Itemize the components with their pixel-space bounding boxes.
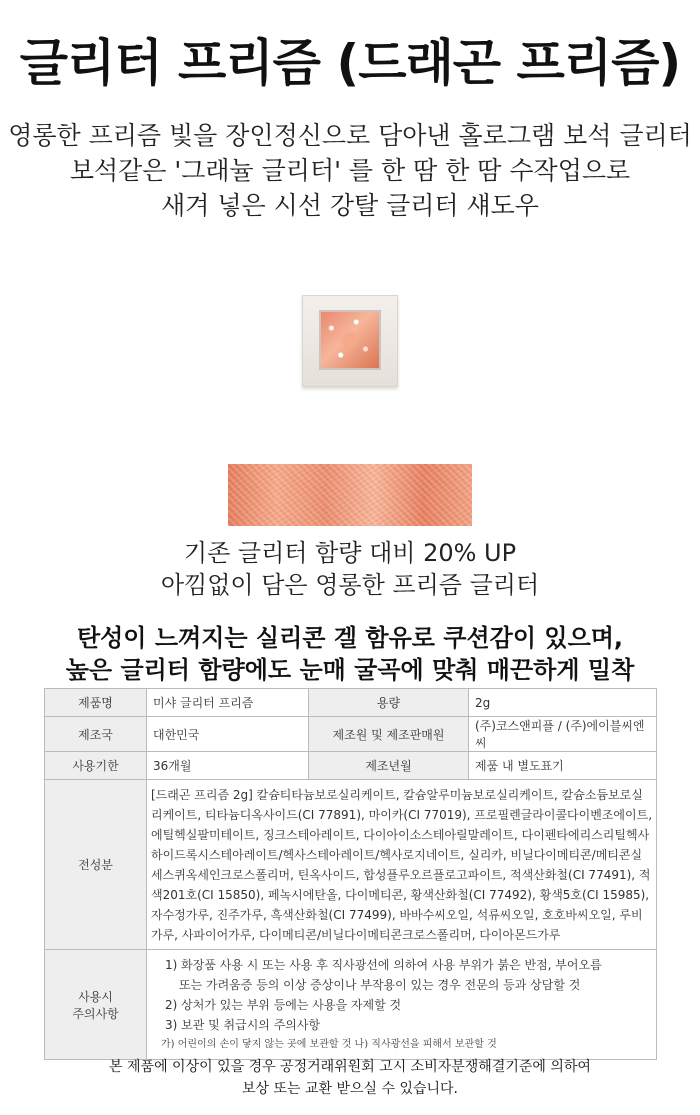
caution-item: 가) 어린이의 손이 닿지 않는 곳에 보관할 것 나) 직사광선을 피해서 보관할 것	[161, 1038, 497, 1050]
table-row	[45, 717, 657, 752]
feature-line: 탄성이 느껴지는 실리콘 겔 함유로 쿠션감이 있으며,	[76, 624, 624, 652]
mfg-date-label: 제조년월	[309, 752, 469, 780]
volume-value: 2g	[469, 689, 657, 717]
country-label: 제조국	[45, 717, 147, 752]
caution-label-line: 주의사항	[72, 1006, 119, 1021]
description-line: 영롱한 프리즘 빛을 장인정신으로 담아낸 홀로그램 보석 글리터	[8, 121, 692, 150]
caution-label-line: 사용시	[78, 989, 113, 1004]
expiry-value: 36개월	[147, 752, 309, 780]
table-row	[45, 780, 657, 950]
table-row	[45, 689, 657, 717]
point-line: 아낌없이 담은 영롱한 프리즘 글리터	[160, 571, 540, 599]
page-title: 글리터 프리즘 (드래곤 프리즘)	[19, 34, 681, 92]
feature-text	[0, 622, 700, 686]
caution-item: 또는 가려움증 등의 이상 증상이나 부작용이 있는 경우 전문의 등과 상담할 것	[179, 977, 581, 992]
point-line: 기존 글리터 함량 대비 20% UP	[183, 539, 517, 567]
glitter-pan	[319, 310, 381, 370]
description-line: 보석같은 '그래뉼 글리터' 를 한 땀 한 땀 수작업으로	[69, 156, 631, 185]
notice-text	[0, 1056, 700, 1100]
expiry-label: 사용기한	[45, 752, 147, 780]
country-value: 대한민국	[147, 717, 309, 752]
caution-value	[147, 950, 657, 1060]
ingredients-label: 전성분	[45, 780, 147, 950]
maker-label: 제조원 및 제조판매원	[309, 717, 469, 752]
caution-item: 3) 보관 및 취급시의 주의사항	[165, 1017, 321, 1032]
point-text	[0, 537, 700, 601]
table-row	[45, 950, 657, 1060]
product-info-table	[44, 688, 657, 1060]
product-description	[0, 118, 700, 223]
product-name-label: 제품명	[45, 689, 147, 717]
notice-line: 본 제품에 이상이 있을 경우 공정거래위원회 고시 소비자분쟁해결기준에 의하여	[109, 1059, 591, 1075]
product-name-value: 미샤 글리터 프리즘	[147, 689, 309, 717]
volume-label: 용량	[309, 689, 469, 717]
glitter-swatch-image	[228, 464, 472, 526]
ingredients-value: [드래곤 프리즘 2g] 칼슘티타늄보로실리케이트, 칼슘알루미늄보로실리케이트, 칼슘소듐보로실리케이트, 티타늄디옥사이드(CI 77891), 마이카(CI 77019), 프로필렌글라이콜다이벤조에이트, 에틸헥실팔미테이트, 징크스테아레이트, 다이아이소스테아릴말레이트, 다이펜타에리스리틸헥사하이드록시스테아레이트/헥사스테아레이트/헥사로지네이트, 실리카, 비닐다이메티콘/메티콘실세스퀴옥세인크로스폴리머, 틴옥사이드, 합성플루오르플로고파이트, 적색산화철(CI 77491), 적색201호(CI 15850), 페녹시에탄올, 다이메티콘, 황색산화철(CI 77492), 황색5호(CI 15985), 자수정가루, 진주가루, 흑색산화철(CI 77499), 바바수씨오일, 석류씨오일, 호호바씨오일, 루비가루, 사파이어가루, 다이메티콘/비닐다이메티콘크로스폴리머, 다이아몬드가루	[147, 780, 657, 950]
product-compact-image	[302, 295, 398, 387]
caution-item: 2) 상처가 있는 부위 등에는 사용을 자제할 것	[165, 997, 402, 1012]
mfg-date-value: 제품 내 별도표기	[469, 752, 657, 780]
caution-item: 1) 화장품 사용 시 또는 사용 후 직사광선에 의하여 사용 부위가 붉은 반점, 부어오름	[165, 957, 602, 972]
notice-line: 보상 또는 교환 받으실 수 있습니다.	[241, 1081, 459, 1097]
feature-line: 높은 글리터 함량에도 눈매 굴곡에 맞춰 매끈하게 밀착	[65, 656, 635, 684]
maker-value: (주)코스앤피플 / (주)에이블씨엔씨	[469, 717, 657, 752]
description-line: 새겨 넣은 시선 강탈 글리터 섀도우	[161, 191, 539, 220]
table-row	[45, 752, 657, 780]
caution-label	[45, 950, 147, 1060]
